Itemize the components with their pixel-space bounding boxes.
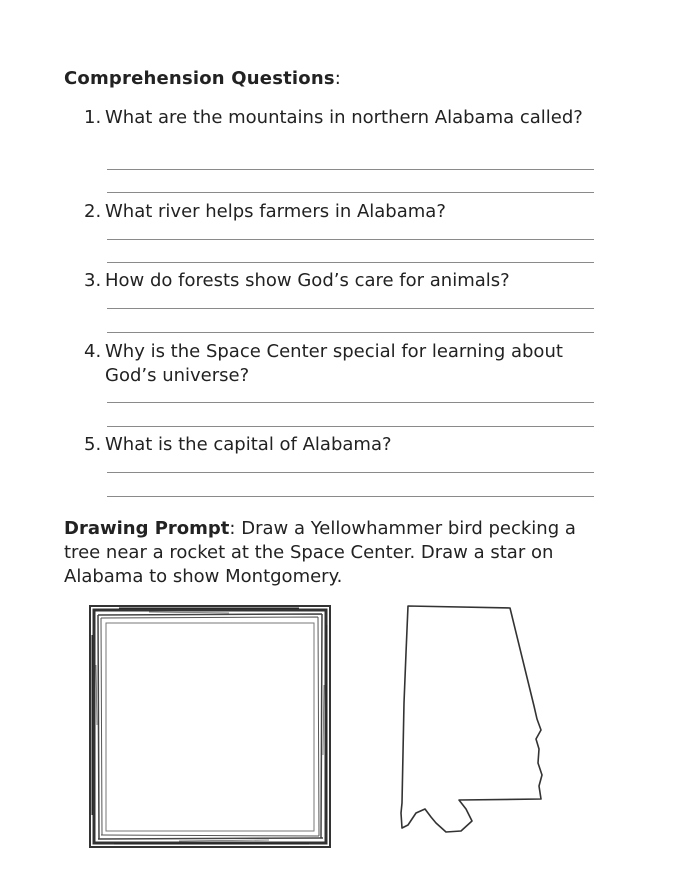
question-text: Why is the Space Center special for learning about God’s universe? — [105, 341, 563, 386]
comprehension-heading: Comprehension Questions: — [64, 68, 342, 89]
answer-line[interactable] — [107, 496, 594, 497]
question-number: 4. — [84, 341, 102, 362]
question-4 — [84, 340, 604, 388]
answer-line[interactable] — [107, 332, 594, 333]
question-number: 3. — [84, 270, 102, 291]
answer-line[interactable] — [107, 239, 594, 240]
question-text: What is the capital of Alabama? — [105, 434, 392, 455]
answer-line[interactable] — [107, 402, 594, 403]
answer-line[interactable] — [107, 169, 594, 170]
question-text: How do forests show God’s care for animals? — [105, 270, 510, 291]
question-text: What are the mountains in northern Alabama called? — [105, 107, 583, 128]
answer-line[interactable] — [107, 426, 594, 427]
answer-line[interactable] — [107, 192, 594, 193]
alabama-outline-icon[interactable] — [398, 603, 546, 835]
question-number: 2. — [84, 201, 102, 222]
answer-line[interactable] — [107, 262, 594, 263]
answer-line[interactable] — [107, 308, 594, 309]
drawing-prompt — [64, 517, 604, 589]
question-2 — [84, 200, 604, 224]
drawing-prompt-label: Drawing Prompt — [64, 518, 230, 539]
question-5 — [84, 433, 604, 457]
picture-frame-icon[interactable] — [89, 605, 331, 848]
question-3 — [84, 269, 604, 293]
answer-line[interactable] — [107, 472, 594, 473]
question-number: 1. — [84, 107, 102, 128]
question-1 — [84, 106, 604, 130]
drawing-prompt-text: : Draw a Yellowhammer bird pecking a tree near a rocket at the Space Center. Draw a star on Alabama to show Montgomery. — [64, 518, 576, 587]
question-number: 5. — [84, 434, 102, 455]
question-text: What river helps farmers in Alabama? — [105, 201, 446, 222]
